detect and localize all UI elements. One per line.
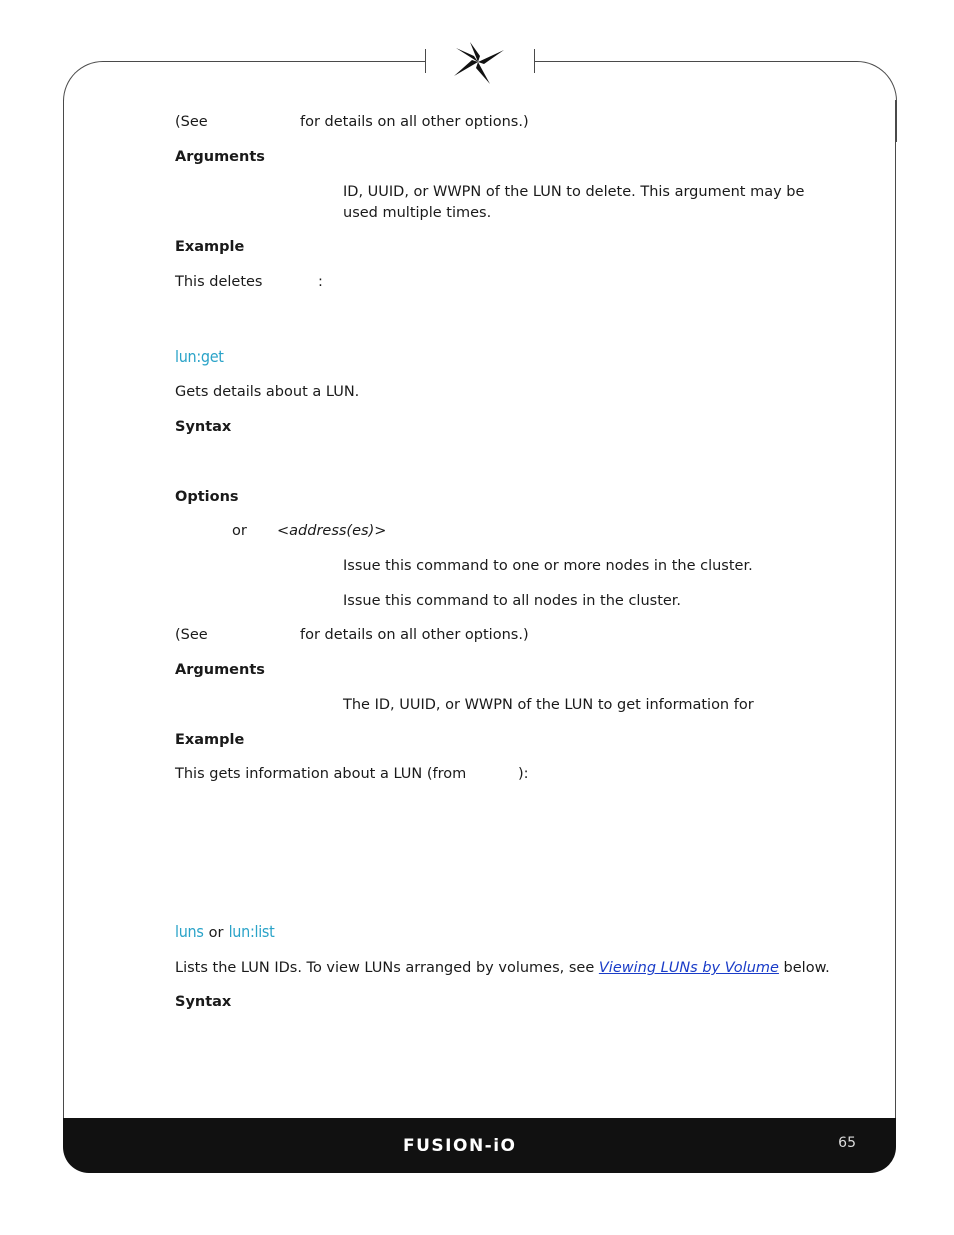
luns-heading-or: or — [208, 925, 224, 941]
option-nodes-description: Issue this command to one or more nodes in the cluster. — [343, 558, 753, 574]
page-footer — [63, 1118, 896, 1173]
page-number: 65 — [838, 1135, 856, 1151]
option-all-description: Issue this command to all nodes in the cluster. — [343, 593, 682, 609]
get-example-suffix: ): — [518, 766, 529, 782]
luns-description-prefix: Lists the LUN IDs. To view LUNs arranged by volumes, see — [175, 960, 595, 976]
footer-logo: FUSION-iO — [403, 1136, 517, 1156]
get-arguments-heading: Arguments — [175, 662, 265, 678]
get-example-prefix: This gets information about a LUN (from — [175, 766, 467, 782]
delete-example-colon: : — [318, 274, 323, 290]
frame-left-border — [63, 100, 64, 1120]
get-example-heading: Example — [175, 732, 245, 748]
luns-heading-secondary: lun:list — [228, 922, 275, 941]
example-heading: Example — [175, 239, 245, 255]
options-heading: Options — [175, 489, 239, 505]
frame-tick-right — [534, 49, 535, 73]
option-address-placeholder: <address(es)> — [277, 523, 387, 539]
delete-argument-description: ID, UUID, or WWPN of the LUN to delete. This argument may be used multiple times. — [343, 184, 805, 221]
frame-top-left-corner — [63, 61, 144, 142]
options-see-prefix: (See — [175, 114, 208, 130]
arguments-heading: Arguments — [175, 149, 265, 165]
luns-description — [175, 958, 830, 979]
luns-heading — [175, 922, 274, 941]
frame-top-line-left — [103, 61, 425, 62]
delete-example-text: This deletes — [175, 274, 263, 290]
frame-top-line-right — [535, 61, 857, 62]
option-or-text: or — [232, 523, 247, 539]
luns-heading-primary: luns — [175, 922, 204, 941]
luns-syntax-heading: Syntax — [175, 994, 232, 1010]
get-see-suffix: for details on all other options.) — [300, 627, 529, 643]
frame-tick-left — [425, 49, 426, 73]
fusion-io-logo-icon — [450, 38, 506, 86]
syntax-heading: Syntax — [175, 419, 232, 435]
frame-top-right-corner — [816, 61, 897, 142]
viewing-luns-by-volume-link[interactable]: Viewing LUNs by Volume — [598, 960, 779, 976]
get-see-prefix: (See — [175, 627, 208, 643]
luns-description-suffix: below. — [783, 960, 830, 976]
options-see-suffix: for details on all other options.) — [300, 114, 529, 130]
lun-get-description: Gets details about a LUN. — [175, 384, 360, 400]
frame-right-border — [895, 100, 896, 1120]
get-argument-description: The ID, UUID, or WWPN of the LUN to get information for — [343, 697, 754, 713]
lun-get-heading: lun:get — [175, 347, 224, 366]
